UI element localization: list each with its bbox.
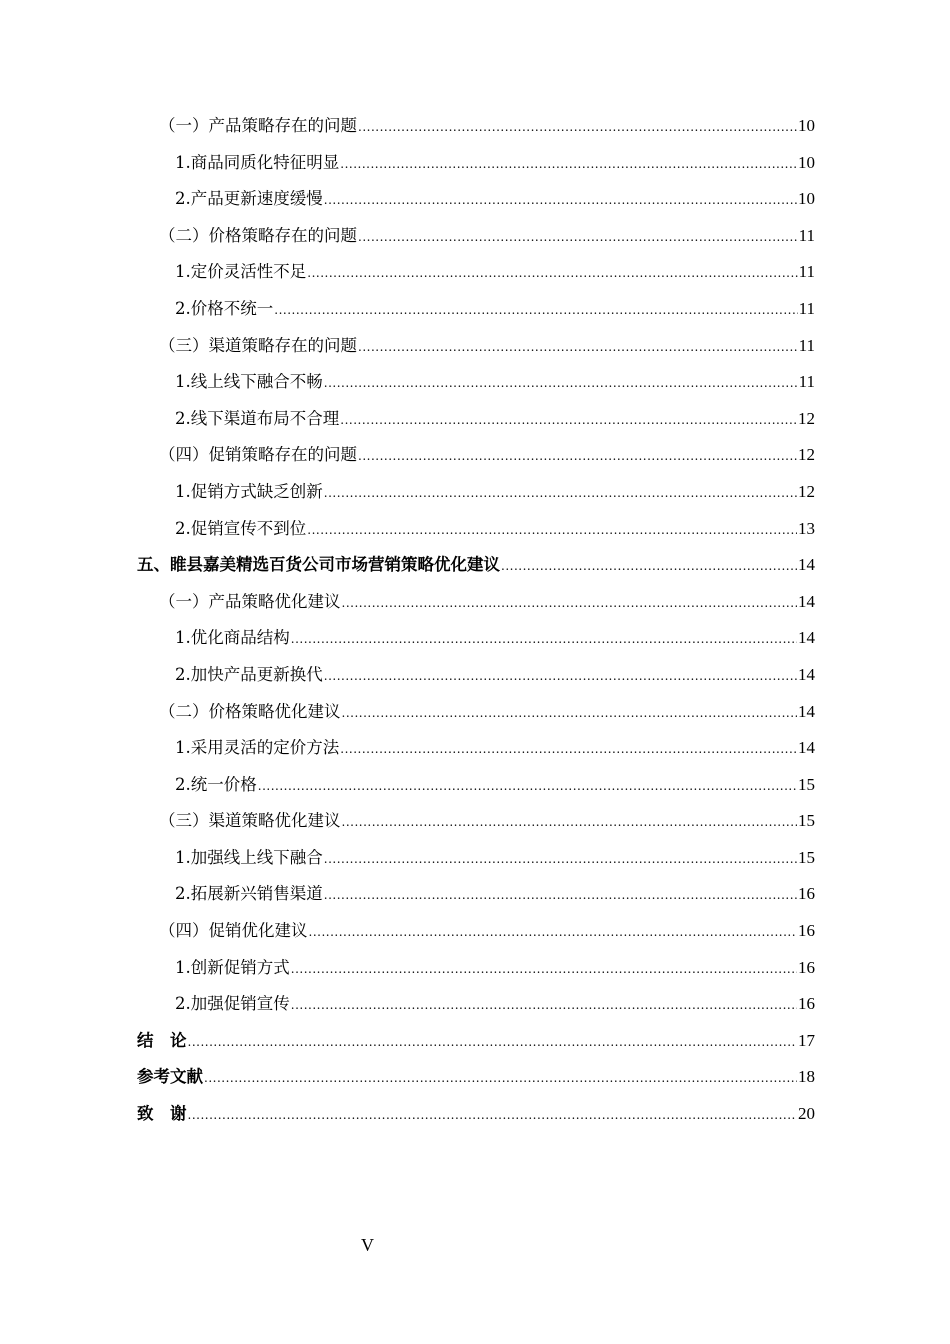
toc-entry[interactable] bbox=[137, 694, 815, 731]
toc-entry-page: 11 bbox=[798, 335, 815, 355]
toc-entry-page: 20 bbox=[798, 1104, 815, 1124]
dot-leader bbox=[342, 803, 798, 841]
toc-entry-title: 结 论 bbox=[137, 1030, 187, 1050]
toc-entry[interactable] bbox=[137, 401, 815, 438]
toc-entry-title: （一）产品策略优化建议 bbox=[159, 591, 341, 611]
toc-entry-title: 1.定价灵活性不足 bbox=[175, 262, 307, 282]
toc-entry-title: 2.价格不统一 bbox=[175, 298, 274, 318]
toc-entry-title: 1.商品同质化特征明显 bbox=[175, 152, 340, 172]
dot-leader bbox=[358, 108, 797, 146]
toc-entry[interactable] bbox=[137, 145, 815, 182]
toc-entry[interactable] bbox=[137, 913, 815, 950]
dot-leader bbox=[307, 511, 797, 549]
dot-leader bbox=[358, 218, 798, 256]
toc-entry[interactable] bbox=[137, 657, 815, 694]
toc-entry-page: 12 bbox=[798, 445, 815, 465]
toc-entry-title: 2.线下渠道布局不合理 bbox=[175, 408, 340, 428]
toc-entry-page: 15 bbox=[798, 847, 815, 867]
toc-entry[interactable] bbox=[137, 511, 815, 548]
dot-leader bbox=[358, 328, 798, 366]
toc-entry-title: 参考文献 bbox=[137, 1067, 203, 1087]
toc-entry-title: （二）价格策略存在的问题 bbox=[159, 225, 357, 245]
dot-leader bbox=[204, 1059, 797, 1097]
dot-leader bbox=[188, 1023, 798, 1061]
toc-entry-page: 11 bbox=[798, 372, 815, 392]
dot-leader bbox=[340, 401, 797, 439]
toc-entry-page: 11 bbox=[798, 225, 815, 245]
dot-leader bbox=[324, 840, 797, 878]
toc-entry[interactable] bbox=[137, 254, 815, 291]
toc-entry-page: 16 bbox=[798, 921, 815, 941]
toc-entry[interactable] bbox=[137, 1059, 815, 1096]
toc-entry-page: 10 bbox=[798, 152, 815, 172]
toc-entry[interactable] bbox=[137, 437, 815, 474]
dot-leader bbox=[258, 767, 797, 805]
toc-entry[interactable] bbox=[137, 986, 815, 1023]
toc-entry-page: 16 bbox=[798, 884, 815, 904]
toc-entry-title: （三）渠道策略存在的问题 bbox=[159, 335, 357, 355]
toc-entry-page: 14 bbox=[798, 628, 815, 648]
dot-leader bbox=[324, 181, 797, 219]
toc-entry[interactable] bbox=[137, 1023, 815, 1060]
toc-entry-title: 五、睢县嘉美精选百货公司市场营销策略优化建议 bbox=[137, 555, 500, 575]
toc-entry-page: 14 bbox=[798, 664, 815, 684]
toc-entry-page: 17 bbox=[798, 1030, 815, 1050]
dot-leader bbox=[291, 950, 797, 988]
toc-entry-title: 1.采用灵活的定价方法 bbox=[175, 738, 340, 758]
toc-entry-page: 16 bbox=[798, 994, 815, 1014]
toc-entry[interactable] bbox=[137, 218, 815, 255]
dot-leader bbox=[501, 547, 797, 585]
dot-leader bbox=[188, 1096, 798, 1134]
toc-entry-page: 12 bbox=[798, 408, 815, 428]
toc-entry-title: 1.促销方式缺乏创新 bbox=[175, 481, 323, 501]
toc-entry-page: 14 bbox=[798, 591, 815, 611]
toc-entry-page: 14 bbox=[798, 738, 815, 758]
toc-entry-title: 2.促销宣传不到位 bbox=[175, 518, 307, 538]
toc-entry[interactable] bbox=[137, 730, 815, 767]
toc-entry-title: 2.加强促销宣传 bbox=[175, 994, 290, 1014]
toc-entry[interactable] bbox=[137, 181, 815, 218]
dot-leader bbox=[307, 254, 797, 292]
toc-entry-title: （二）价格策略优化建议 bbox=[159, 701, 341, 721]
table-of-contents bbox=[137, 108, 815, 1133]
toc-entry-page: 16 bbox=[798, 957, 815, 977]
toc-entry[interactable] bbox=[137, 1096, 815, 1133]
toc-entry-title: 1.创新促销方式 bbox=[175, 957, 290, 977]
dot-leader bbox=[340, 730, 797, 768]
toc-entry-page: 11 bbox=[798, 262, 815, 282]
dot-leader bbox=[342, 694, 798, 732]
toc-entry-title: 致 谢 bbox=[137, 1104, 187, 1124]
toc-entry[interactable] bbox=[137, 364, 815, 401]
toc-entry-title: 1.优化商品结构 bbox=[175, 628, 290, 648]
toc-entry-page: 10 bbox=[798, 189, 815, 209]
toc-entry-title: 2.产品更新速度缓慢 bbox=[175, 189, 323, 209]
page-number: V bbox=[361, 1235, 374, 1255]
toc-entry-title: 1.加强线上线下融合 bbox=[175, 847, 323, 867]
toc-entry-title: （四）促销策略存在的问题 bbox=[159, 445, 357, 465]
dot-leader bbox=[358, 437, 797, 475]
dot-leader bbox=[324, 876, 797, 914]
toc-entry-page: 11 bbox=[798, 298, 815, 318]
dot-leader bbox=[340, 145, 797, 183]
toc-entry[interactable] bbox=[137, 108, 815, 145]
toc-entry-title: 2.统一价格 bbox=[175, 774, 257, 794]
toc-entry-title: 2.拓展新兴销售渠道 bbox=[175, 884, 323, 904]
toc-entry-title: （四）促销优化建议 bbox=[159, 921, 308, 941]
toc-entry[interactable] bbox=[137, 291, 815, 328]
dot-leader bbox=[274, 291, 797, 329]
dot-leader bbox=[324, 657, 797, 695]
dot-leader bbox=[309, 913, 798, 951]
toc-entry-title: （一）产品策略存在的问题 bbox=[159, 116, 357, 135]
dot-leader bbox=[324, 364, 798, 402]
toc-entry-page: 12 bbox=[798, 481, 815, 501]
toc-entry-title: （三）渠道策略优化建议 bbox=[159, 811, 341, 831]
toc-entry-page: 14 bbox=[798, 701, 815, 721]
toc-entry[interactable] bbox=[137, 950, 815, 987]
dot-leader bbox=[342, 584, 798, 622]
dot-leader bbox=[324, 474, 797, 512]
toc-entry[interactable] bbox=[137, 876, 815, 913]
toc-entry[interactable] bbox=[137, 767, 815, 804]
toc-entry[interactable] bbox=[137, 620, 815, 657]
toc-entry[interactable] bbox=[137, 474, 815, 511]
toc-entry[interactable] bbox=[137, 840, 815, 877]
toc-entry-page: 10 bbox=[798, 116, 815, 135]
toc-entry-page: 18 bbox=[798, 1067, 815, 1087]
toc-entry[interactable] bbox=[137, 328, 815, 365]
toc-entry[interactable] bbox=[137, 584, 815, 621]
toc-entry-page: 15 bbox=[798, 774, 815, 794]
toc-entry-page: 15 bbox=[798, 811, 815, 831]
toc-entry[interactable] bbox=[137, 803, 815, 840]
toc-entry-page: 14 bbox=[798, 555, 815, 575]
dot-leader bbox=[291, 620, 797, 658]
dot-leader bbox=[291, 986, 797, 1024]
toc-entry-page: 13 bbox=[798, 518, 815, 538]
toc-entry-title: 2.加快产品更新换代 bbox=[175, 664, 323, 684]
toc-entry[interactable] bbox=[137, 547, 815, 584]
toc-entry-title: 1.线上线下融合不畅 bbox=[175, 372, 323, 392]
